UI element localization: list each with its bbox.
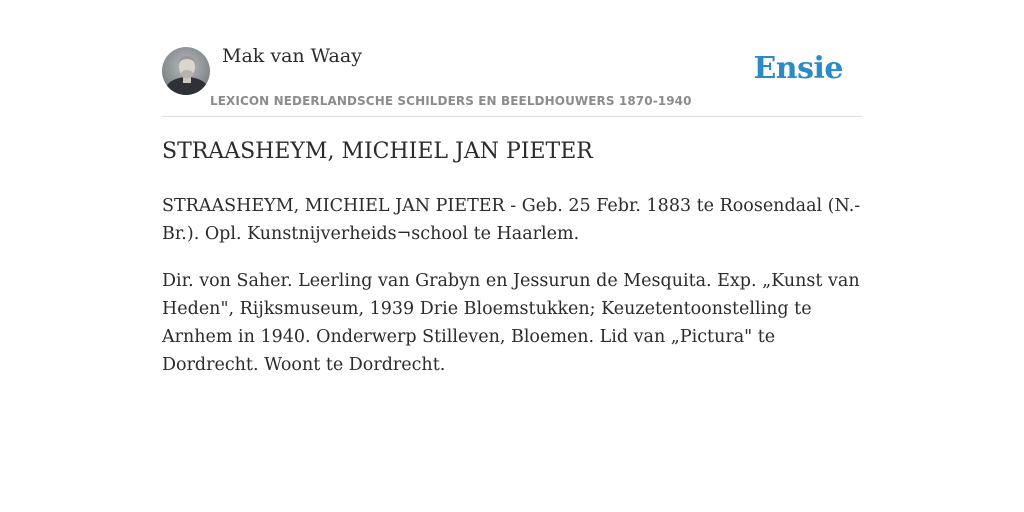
lexicon-subtitle[interactable]: LEXICON NEDERLANDSCHE SCHILDERS EN BEELDHOUWERS 1870-1940 [210, 94, 692, 108]
entry-paragraph: Dir. von Saher. Leerling van Grabyn en Jessurun de Mesquita. Exp. „Kunst van Heden", Rijksmuseum, 1939 Drie Bloemstukken; Keuzetentoonstelling te Arnhem in 1940. Onderwerp Stilleven, Bloemen. Lid van „Pictura" te Dordrecht. Woont te Dordrecht. [162, 271, 860, 375]
entry-page [162, 0, 862, 375]
author-avatar[interactable] [162, 47, 210, 95]
author-name[interactable]: Mak van Waay [222, 45, 362, 67]
entry-body [162, 192, 862, 398]
ensie-logo[interactable]: Ensie [753, 51, 843, 86]
entry-title: STRAASHEYM, MICHIEL JAN PIETER [162, 139, 593, 164]
entry-paragraph: STRAASHEYM, MICHIEL JAN PIETER - Geb. 25 Febr. 1883 te Roosendaal (N.-Br.). Opl. Kunstnijverheids¬school te Haarlem. [162, 196, 861, 244]
author-portrait-image [162, 47, 210, 95]
page-header [162, 0, 862, 117]
